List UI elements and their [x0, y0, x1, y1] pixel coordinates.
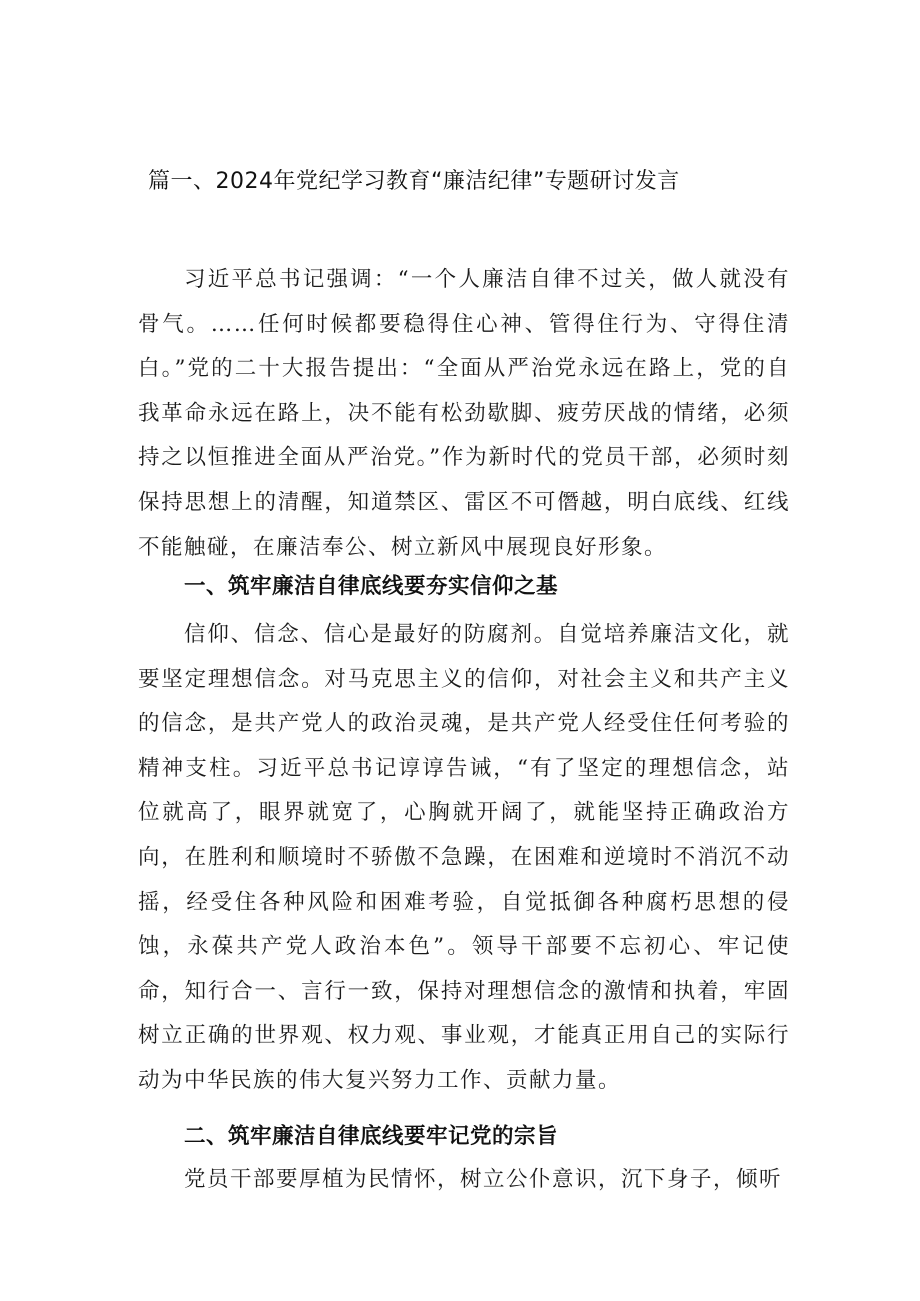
section-heading-1: 一、筑牢廉洁自律底线要夯实信仰之基 [184, 574, 559, 599]
intro-paragraph: 习近平总书记强调：“一个人廉洁自律不过关，做人就没有骨气。……任何时候都要稳得住心神、管得住行为、守得住清白。”党的二十大报告提出：“全面从严治党永远在路上，党的自我革命永远在路上，决不能有松劲歇脚、疲劳厌战的情绪，必须持之以恒推进全面从严治党。”作为新时代的党员干部，必须时刻保持思想上的清醒，知道禁区、雷区不可僭越，明白底线、红线不能触碰，在廉洁奉公、树立新风中展现良好形象。 [138, 267, 790, 560]
section-1-paragraph: 信仰、信念、信心是最好的防腐剂。自觉培养廉洁文化，就要坚定理想信念。对马克思主义的信仰，对社会主义和共产主义的信念，是共产党人的政治灵魂，是共产党人经受住任何考验的精神支柱。习近平总书记谆谆告诫，“有了坚定的理想信念，站位就高了，眼界就宽了，心胸就开阔了，就能坚持正确政治方向，在胜利和顺境时不骄傲不急躁，在困难和逆境时不消沉不动摇，经受住各种风险和困难考验，自觉抵御各种腐朽思想的侵蚀，永葆共产党人政治本色”。领导干部要不忘初心、牢记使命，知行合一、言行一致，保持对理想信念的激情和执着，牢固树立正确的世界观、权力观、事业观，才能真正用自己的实际行动为中华民族的伟大复兴努力工作、贡献力量。 [138, 622, 790, 1093]
section-heading-2: 二、筑牢廉洁自律底线要牢记党的宗旨 [184, 1124, 559, 1149]
document-title: 篇一、2024年党纪学习教育“廉洁纪律”专题研讨发言 [148, 169, 680, 194]
section-2-paragraph: 党员干部要厚植为民情怀，树立公仆意识，沉下身子，倾听 [184, 1167, 783, 1192]
